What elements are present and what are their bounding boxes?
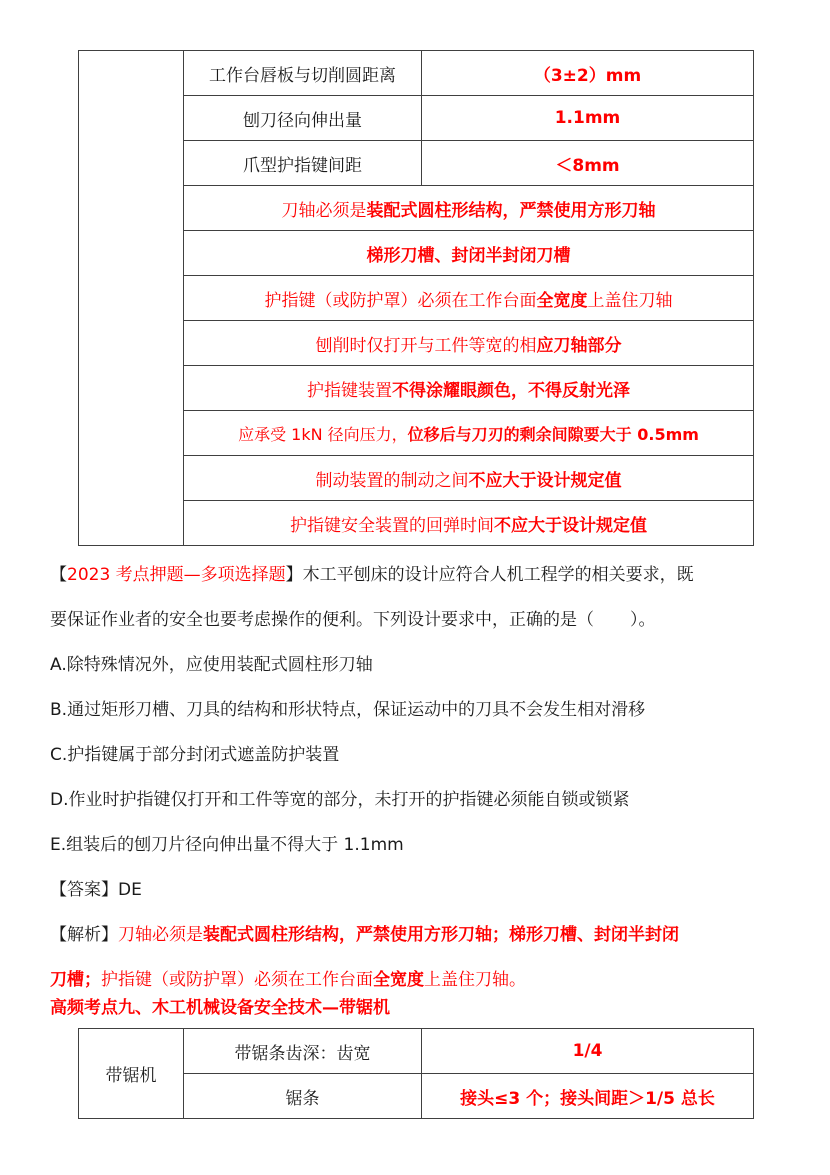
option-b: B.通过矩形刀槽、刀具的结构和形状特点，保证运动中的刀具不会发生相对滑移 (50, 700, 646, 720)
band-saw-table (78, 1028, 754, 1119)
question-stem-line2 (50, 598, 790, 643)
answer-value: DE (118, 880, 142, 900)
analysis-text: 刀轴必须是 (118, 925, 203, 945)
requirement-text: 刨削时仅打开与工件等宽的相 (315, 335, 537, 356)
table-row (79, 51, 754, 96)
requirement-emphasis: 不应大于设计规定值 (468, 470, 622, 491)
bracket-open: 【 (50, 565, 67, 585)
requirement-emphasis: 位移后与刀刃的剩余间隙要大于 0.5mm (407, 424, 699, 444)
analysis-emphasis: 装配式圆柱形结构，严禁使用方形刀轴；梯形刀槽、封闭半封闭 (203, 925, 679, 945)
analysis-emphasis: 刀槽； (50, 970, 101, 990)
requirement-text: 护指键（或防护罩）必须在工作台面 (264, 290, 537, 311)
value-cell: 1.1mm (422, 96, 754, 141)
value-cell: （3±2）mm (422, 51, 754, 96)
bracket-close: 】 (285, 565, 303, 585)
requirement-text: 应承受 1kN 径向压力， (238, 424, 408, 444)
requirement-cell (184, 366, 754, 411)
value-cell: ＜8mm (422, 141, 754, 186)
requirement-tail: 上盖住刀轴 (587, 290, 673, 311)
question-stem-text: 要保证作业者的安全也要考虑操作的便利。下列设计要求中，正确的是（ (50, 610, 594, 630)
category-cell-empty (79, 51, 184, 546)
analysis-text: 上盖住刀轴。 (424, 970, 526, 990)
requirement-cell (184, 411, 754, 456)
question-stem-line1 (50, 553, 790, 598)
param-cell: 刨刀径向伸出量 (184, 96, 422, 141)
analysis-emphasis: 全宽度 (373, 970, 424, 990)
requirement-cell (184, 501, 754, 546)
param-cell: 爪型护指键间距 (184, 141, 422, 186)
param-cell: 工作台唇板与切削圆距离 (184, 51, 422, 96)
option-a: A.除特殊情况外，应使用装配式圆柱形刀轴 (50, 655, 373, 675)
option-c: C.护指键属于部分封闭式遮盖防护装置 (50, 745, 340, 765)
value-cell: 1/4 (422, 1029, 754, 1074)
requirement-emphasis: 不得涂耀眼颜色，不得反射光泽 (392, 380, 630, 401)
question-stem-end: ）。 (630, 610, 656, 630)
requirement-text: 护指键安全装置的回弹时间 (290, 515, 494, 536)
requirement-cell (184, 186, 754, 231)
requirement-text: 制动装置的制动之间 (315, 470, 469, 491)
requirement-emphasis: 应刀轴部分 (536, 335, 622, 356)
option-e: E.组装后的刨刀片径向伸出量不得大于 1.1mm (50, 835, 404, 855)
analysis-label: 【解析】 (50, 925, 118, 945)
question-stem-text: 木工平刨床的设计应符合人机工程学的相关要求，既 (302, 565, 694, 585)
requirement-text: 刀轴必须是 (281, 200, 367, 221)
requirement-emphasis: 装配式圆柱形结构，严禁使用方形刀轴 (366, 200, 656, 221)
param-cell: 锯条 (184, 1074, 422, 1119)
requirement-emphasis: 全宽度 (536, 290, 588, 311)
requirement-cell (184, 321, 754, 366)
value-cell: 接头≤3 个；接头间距＞1/5 总长 (422, 1074, 754, 1119)
table-row (79, 1029, 754, 1074)
analysis-text: 护指键（或防护罩）必须在工作台面 (101, 970, 373, 990)
requirement-cell (184, 456, 754, 501)
requirement-emphasis: 不应大于设计规定值 (494, 515, 647, 536)
requirement-text: 护指键装置 (307, 380, 392, 401)
answer-line (50, 868, 790, 913)
requirement-cell (184, 231, 754, 276)
requirement-cell (184, 276, 754, 321)
category-cell: 带锯机 (79, 1029, 184, 1119)
option-d: D.作业时护指键仅打开和工件等宽的部分，未打开的护指键必须能自锁或锁紧 (50, 790, 630, 810)
answer-label: 【答案】 (50, 880, 118, 900)
planer-safety-table (78, 50, 754, 546)
param-cell: 带锯条齿深：齿宽 (184, 1029, 422, 1074)
question-tag: 2023 考点押题—多项选择题 (67, 565, 286, 585)
requirement-emphasis: 梯形刀槽、封闭半封闭刀槽 (366, 245, 571, 266)
analysis-line1 (50, 913, 790, 958)
section-heading: 高频考点九、木工机械设备安全技术—带锯机 (50, 998, 390, 1018)
